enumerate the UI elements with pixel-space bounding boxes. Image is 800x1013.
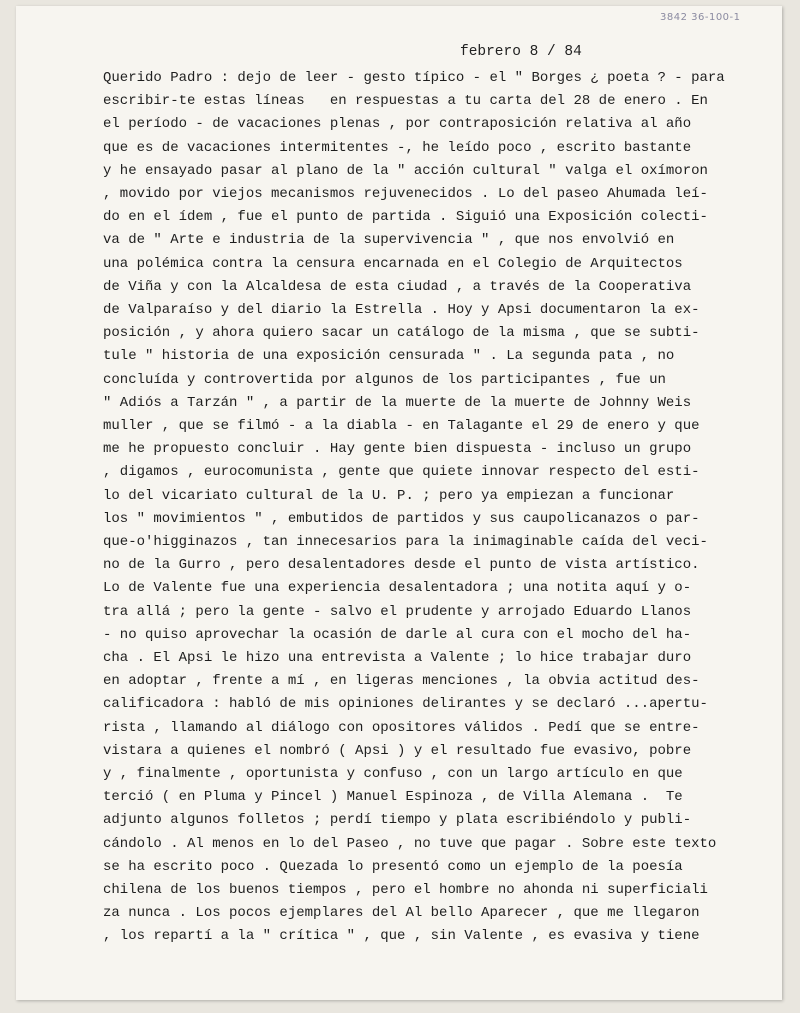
letter-line: terció ( en Pluma y Pincel ) Manuel Espinoza , de Villa Alemana . Te — [103, 789, 683, 806]
letter-line: za nunca . Los pocos ejemplares del Al bello Aparecer , que me llegaron — [103, 905, 700, 922]
letter-line: tra allá ; pero la gente - salvo el prudente y arrojado Eduardo Llanos — [103, 603, 692, 620]
letter-line: que es de vacaciones intermitentes -, he leído poco , escrito bastante — [103, 139, 692, 156]
letter-line: , los repartí a la " crítica " , que , sin Valente , es evasiva y tiene — [103, 928, 700, 945]
letter-line: adjunto algunos folletos ; perdí tiempo y plata escribiéndolo y publi- — [103, 812, 692, 829]
letter-line: y , finalmente , oportunista y confuso , con un largo artículo en que — [103, 766, 683, 782]
letter-line: los " movimientos " , embutidos de partidos y sus caupolicanazos o par- — [103, 510, 700, 527]
letter-line: chilena de los buenos tiempos , pero el hombre no ahonda ni superficiali — [103, 882, 708, 898]
letter-line: muller , que se filmó - a la diabla - en Talagante el 29 de enero y que — [103, 418, 700, 434]
letter-line: de Viña y con la Alcaldesa de esta ciudad , a través de la Cooperativa — [103, 278, 692, 295]
letter-line: que-o'higginazos , tan innecesarios para la inimaginable caída del veci- — [103, 534, 708, 550]
letter-line: concluída y controvertida por algunos de los participantes , fue un — [103, 371, 666, 388]
letter-line: lo del vicariato cultural de la U. P. ; pero ya empiezan a funcionar — [103, 487, 675, 504]
letter-line: , movido por viejos mecanismos rejuvenecidos . Lo del paseo Ahumada leí- — [103, 186, 708, 202]
letter-line: en adoptar , frente a mí , en ligeras menciones , la obvia actitud des- — [103, 673, 700, 690]
letter-line: Querido Padro : dejo de leer - gesto típico - el " Borges ¿ poeta ? - para — [103, 70, 725, 86]
letter-line: escribir-te estas líneas en respuestas a tu carta del 28 de enero . En — [103, 93, 708, 110]
letter-line: rista , llamando al diálogo con opositores válidos . Pedí que se entre- — [103, 719, 700, 736]
letter-line: Lo de Valente fue una experiencia desalentadora ; una notita aquí y o- — [103, 580, 692, 597]
letter-line: cándolo . Al menos en lo del Paseo , no tuve que pagar . Sobre este texto — [103, 835, 717, 852]
letter-line: " Adiós a Tarzán " , a partir de la muerte de la muerte de Johnny Weis — [103, 394, 692, 411]
letter-line: y he ensayado pasar al plano de la " acción cultural " valga el oxímoron — [103, 162, 708, 179]
letter-line: - no quiso aprovechar la ocasión de darle al cura con el mocho del ha- — [103, 626, 692, 643]
letter-line: una polémica contra la censura encarnada en el Colegio de Arquitectos — [103, 255, 683, 272]
letter-line: el período - de vacaciones plenas , por contraposición relativa al año — [103, 116, 692, 133]
letter-line: no de la Gurro , pero desalentadores desde el punto de vista artístico. — [103, 557, 700, 574]
letter-line: va de " Arte e industria de la supervivencia " , que nos envolvió en — [103, 232, 675, 249]
letter-line: me he propuesto concluir . Hay gente bien dispuesta - incluso un grupo — [103, 441, 692, 458]
letter-line: de Valparaíso y del diario la Estrella . Hoy y Apsi documentaron la ex- — [103, 302, 700, 318]
letter-line: tule " historia de una exposición censurada " . La segunda pata , no — [103, 348, 675, 365]
archive-reference-number: 3842 36-100-1 — [660, 12, 741, 23]
letter-line: do en el ídem , fue el punto de partida . Siguió una Exposición colecti- — [103, 209, 708, 226]
letter-line: se ha escrito poco . Quezada lo presentó como un ejemplo de la poesía — [103, 858, 683, 875]
letter-line: cha . El Apsi le hizo una entrevista a Valente ; lo hice trabajar duro — [103, 650, 692, 666]
letter-line: , digamos , eurocomunista , gente que quiete innovar respecto del esti- — [103, 464, 700, 481]
letter-date: febrero 8 / 84 — [460, 44, 582, 60]
letter-line: posición , y ahora quiero sacar un catálogo de la misma , que se subti- — [103, 325, 700, 342]
letter-line: vistara a quienes el nombró ( Apsi ) y el resultado fue evasivo, pobre — [103, 742, 692, 759]
letter-line: calificadora : habló de mis opiniones delirantes y se declaró ...apertu- — [103, 696, 708, 713]
